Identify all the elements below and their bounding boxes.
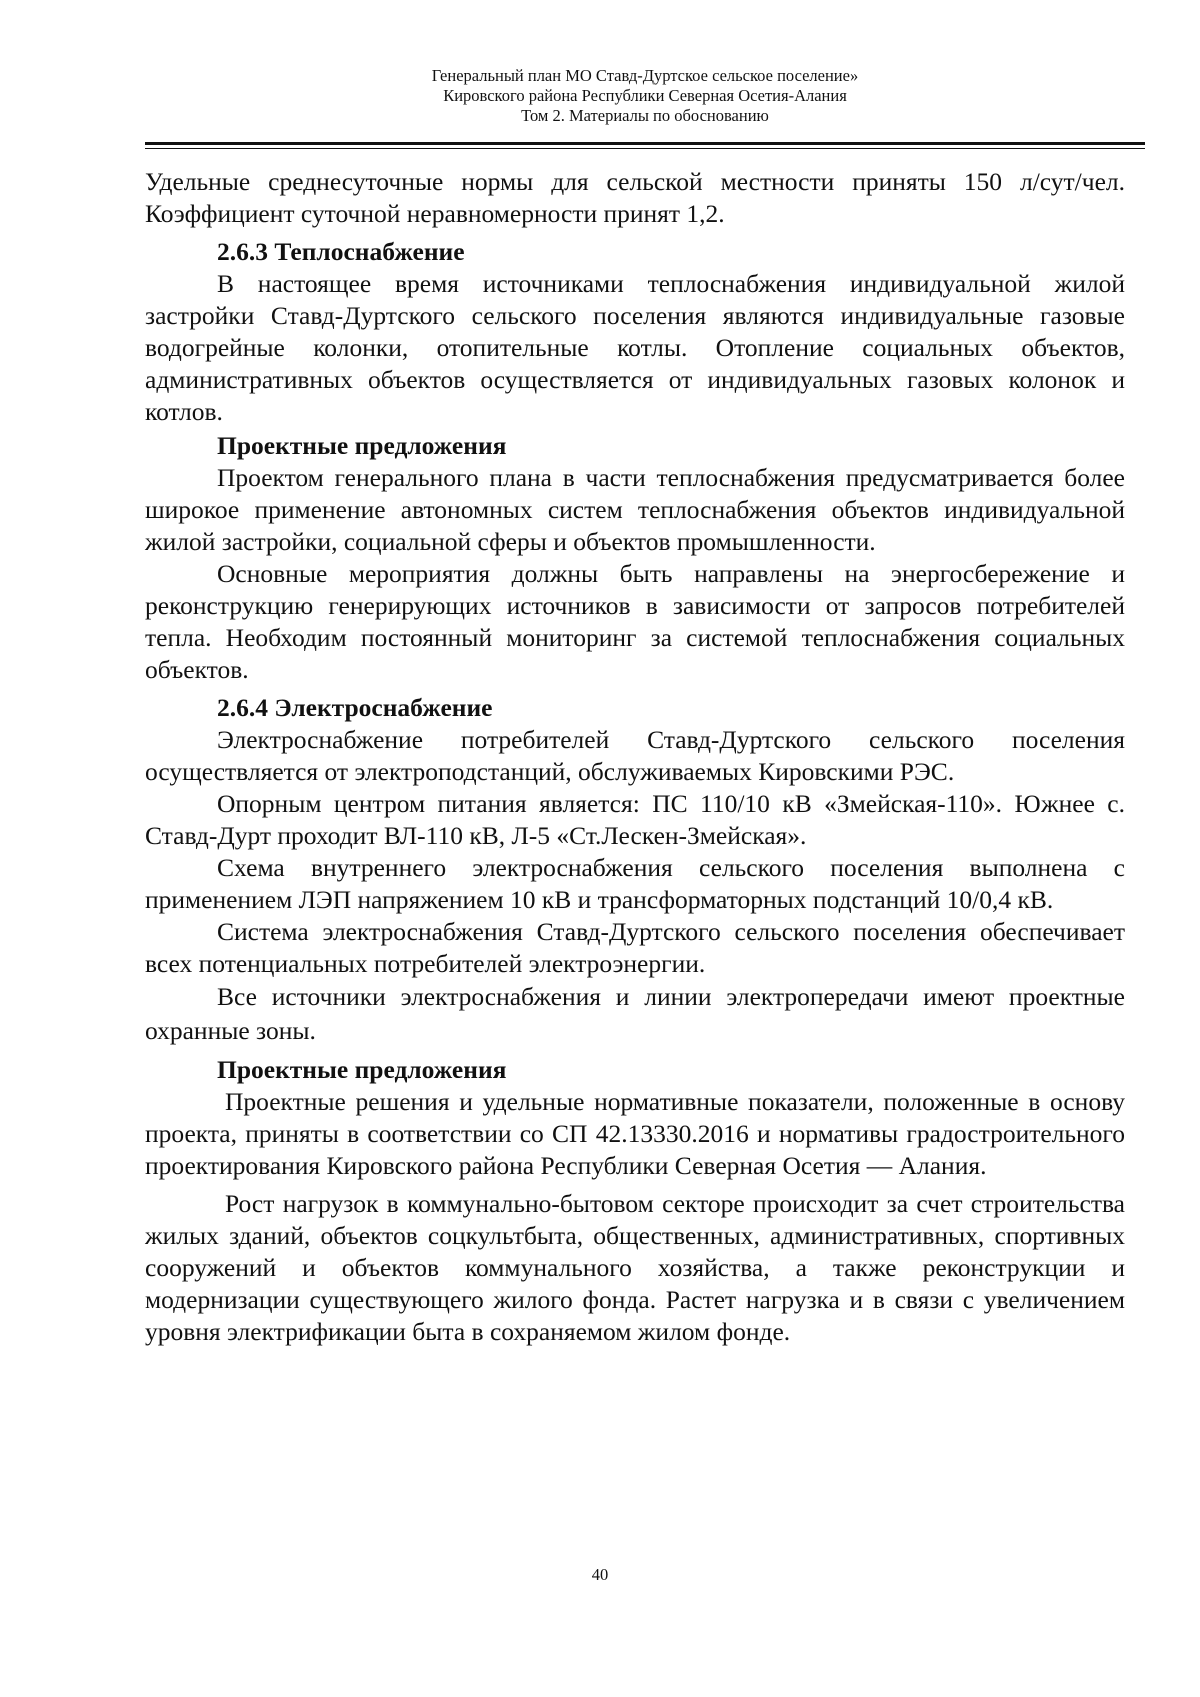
page-body — [145, 166, 1125, 1348]
paragraph-electricity-growth: Рост нагрузок в коммунально-бытовом секторе происходит за счет строительства жилых зданий, объектов соцкультбыта, общественных, административных, спортивных сооружений и объектов коммунального хозяйства, а также реконструкции и модернизации существующего жилого фонда. Растет нагрузка и в связи с увеличением уровня электрификации быта в сохраняемом жилом фонде. — [145, 1189, 1125, 1346]
paragraph-electricity-supply: Электроснабжение потребителей Ставд-Дуртского сельского поселения осуществляется от электроподстанций, обслуживаемых Кировскими РЭС. — [145, 725, 1125, 786]
paragraph-electricity-decisions: Проектные решения и удельные нормативные показатели, положенные в основу проекта, приняты в соответствии со СП 42.13330.2016 и нормативы градостроительного проектирования Кировского района Республики Северная Осетия — Алания. — [145, 1087, 1125, 1180]
paragraph-heat-current: В настоящее время источниками теплоснабжения индивидуальной жилой застройки Ставд-Дуртского сельского поселения являются индивидуальные газовые водогрейные колонки, отопительные котлы. Отопление социальных объектов, административных объектов осуществляется от индивидуальных газовых колонок и котлов. — [145, 269, 1125, 426]
header-region-line: Кировского района Республики Северная Осетия-Алания — [443, 86, 847, 105]
paragraph-heat-measures: Основные мероприятия должны быть направлены на энергосбережение и реконструкцию генерирующих источников в зависимости от запросов потребителей тепла. Необходим постоянный мониторинг за системой теплоснабжения социальных объектов. — [145, 559, 1125, 684]
paragraph-electricity-center: Опорным центром питания является: ПС 110/10 кВ «Змейская-110». Южнее с. Ставд-Дурт проходит ВЛ-110 кВ, Л-5 «Ст.Лескен-Змейская». — [145, 789, 1125, 850]
paragraph-electricity-system: Система электроснабжения Ставд-Дуртского сельского поселения обеспечивает всех потенциальных потребителей электроэнергии. — [145, 917, 1125, 978]
section-heading-heat-supply: 2.6.3 Теплоснабжение — [217, 237, 465, 266]
subheading-heat-proposals: Проектные предложения — [217, 431, 507, 460]
paragraph-electricity-scheme: Схема внутреннего электроснабжения сельского поселения выполнена с применением ЛЭП напряжением 10 кВ и трансформаторных подстанций 10/0,4 кВ. — [145, 853, 1125, 914]
header-volume-line: Том 2. Материалы по обоснованию — [521, 106, 769, 125]
paragraph-water-norms: Удельные среднесуточные нормы для сельской местности приняты 150 л/сут/чел. Коэффициент суточной неравномерности принят 1,2. — [145, 167, 1125, 228]
page-number: 40 — [591, 1565, 609, 1584]
header-rule-thin — [145, 148, 1145, 149]
document-header — [145, 66, 1145, 126]
subheading-electricity-proposals: Проектные предложения — [217, 1055, 507, 1084]
header-title-line: Генеральный план МО Ставд-Дуртское сельское поселение» — [431, 66, 859, 85]
paragraph-heat-plan: Проектом генерального плана в части теплоснабжения предусматривается более широкое применение автономных систем теплоснабжения объектов индивидуальной жилой застройки, социальной сферы и объектов промышленности. — [145, 463, 1125, 556]
paragraph-electricity-zones: Все источники электроснабжения и линии электропередачи имеют проектные охранные зоны. — [145, 982, 1125, 1045]
section-heading-electricity: 2.6.4 Электроснабжение — [217, 693, 493, 722]
header-rule-thick — [145, 142, 1145, 145]
